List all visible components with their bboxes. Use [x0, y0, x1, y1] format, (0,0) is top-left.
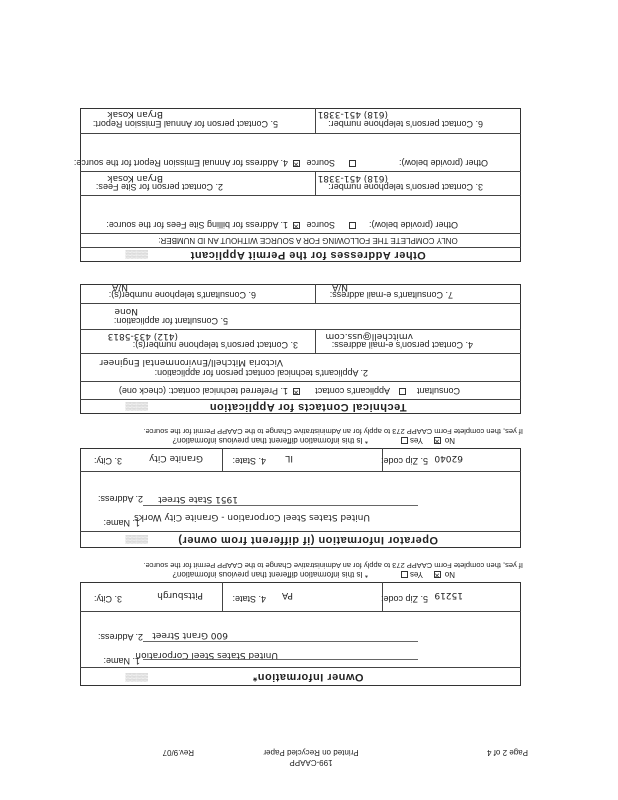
report-source-label: Source [306, 158, 335, 168]
applicant-contact-label: Applicant's contact [315, 386, 390, 396]
owner-address-label: 2. Address: [97, 632, 143, 642]
owner-question: * Is this information different than previous information? [172, 570, 368, 579]
scan-stamp: ▒▒▒▒ [125, 535, 148, 544]
operator-address-value: 1951 State Street [158, 494, 238, 504]
other-title: Other Addresses for the Permit Applicant [190, 249, 426, 261]
technical-q3-label: 3. Contact person's telephone number(s): [132, 340, 298, 350]
operator-yes-checkbox[interactable] [401, 437, 408, 444]
technical-q6-label: 6. Consultant's telephone number(s): [108, 290, 256, 300]
owner-no-label: No [444, 570, 455, 579]
technical-q2-label: 2. Applicant's technical contact person for application: [154, 368, 368, 378]
owner-city-label: 3. City: [93, 594, 122, 604]
other-q3-label: 3. Contact person's telephone number: [328, 182, 483, 192]
technical-q4-label: 4. Contact person's e-mail address: [331, 340, 473, 350]
billing-source-label: Source [306, 220, 335, 230]
operator-address-label: 2. Address: [97, 494, 143, 504]
operator-title: Operator Information (if different from owner) [177, 534, 438, 546]
other-q2-value: Bryan Kosak [107, 173, 163, 183]
operator-zip-value: 62040 [434, 453, 463, 463]
scan-stamp: ▒▒▒▒ [125, 250, 148, 259]
operator-note: If yes, then complete Form CAAPP 273 to apply for an Administrative Change to the CAAPP Permit for the source. [143, 427, 523, 436]
report-other-checkbox[interactable] [349, 160, 356, 167]
operator-zip-label: 5. Zip code: [380, 456, 428, 466]
other-q3-value: (618) 451-3381 [317, 173, 388, 183]
owner-yes-label: Yes [409, 570, 423, 579]
technical-q1-label: 1. Preferred technical contact: (check one) [118, 386, 288, 396]
operator-name-label: 1. Name: [103, 518, 140, 528]
technical-q5-value: None [114, 306, 138, 316]
technical-q7-value: N/A [332, 282, 348, 292]
operator-state-label: 4. State: [232, 456, 266, 466]
scan-stamp: ▒▒▒▒ [125, 673, 148, 682]
footer-form-code: 199-CAAPP [289, 758, 333, 767]
technical-q3-value: (412) 433-5813 [107, 331, 178, 341]
owner-city-value: Pittsburgh [157, 590, 203, 600]
consultant-label: Consultant [416, 386, 460, 396]
report-other-label: Other (provide below): [398, 158, 488, 168]
billing-other-checkbox[interactable] [349, 222, 356, 229]
owner-yes-checkbox[interactable] [401, 571, 408, 578]
billing-source-checkbox[interactable]: ✕ [293, 222, 299, 229]
footer-page: Page 2 of 4 [487, 748, 528, 757]
owner-no-checkbox[interactable]: ✕ [434, 571, 440, 578]
footer-printed: Printed on Recycled Paper [263, 748, 359, 757]
operator-city-value: Granite City [149, 453, 203, 463]
owner-note: If yes, then complete Form CAAPP 273 to apply for an Administrative Change to the CAAPP Permit for the source. [143, 561, 523, 570]
operator-state-value: IL [285, 453, 293, 463]
other-q6-label: 6. Contact person's telephone number: [328, 119, 483, 129]
other-q6-value: (618) 451-3381 [317, 109, 388, 119]
applicant-contact-checkbox[interactable]: ✕ [293, 388, 299, 395]
other-q5-label: 5. Contact person for Annual Emission Report: [92, 119, 278, 129]
operator-yes-label: Yes [409, 436, 423, 445]
owner-zip-value: 15219 [434, 590, 463, 600]
owner-state-label: 4. State: [232, 594, 266, 604]
scan-stamp: ▒▒▒▒ [125, 402, 148, 411]
owner-address-value: 600 Grant Street [152, 630, 228, 640]
technical-q6-value: N/A [112, 282, 128, 292]
operator-city-label: 3. City: [93, 456, 122, 466]
other-q4-label: 4. Address for Annual Emission Report for the source: [73, 158, 288, 168]
other-instruction: ONLY COMPLETE THE FOLLOWING FOR A SOURCE WITHOUT AN ID NUMBER: [158, 236, 458, 245]
consultant-checkbox[interactable] [399, 388, 406, 395]
operator-question: * Is this information different than previous information? [172, 436, 368, 445]
technical-q5-label: 5. Consultant for application: [113, 316, 228, 326]
operator-name-value: United States Steel Corporation - Granite City Works [134, 512, 370, 522]
report-source-checkbox[interactable]: ✕ [293, 160, 299, 167]
technical-q2-value: Victoria Mitchell/Environmental Engineer [99, 357, 283, 367]
technical-q4-value: vmitchell@uss.com [325, 331, 413, 341]
owner-name-label: 1. Name: [103, 656, 140, 666]
footer-revision: Rev.9/07 [162, 748, 194, 757]
billing-other-label: Other (provide below): [368, 220, 458, 230]
other-q2-label: 2. Contact person for Site Fees: [95, 182, 223, 192]
owner-zip-label: 5. Zip code: [380, 594, 428, 604]
operator-no-label: No [444, 436, 455, 445]
technical-q7-label: 7. Consultant's e-mail address: [329, 290, 453, 300]
operator-no-checkbox[interactable]: ✕ [434, 437, 440, 444]
owner-state-value: PA [281, 590, 293, 600]
other-q5-value: Bryan Kosak [107, 109, 163, 119]
operator-section [80, 448, 521, 548]
technical-title: Technical Contacts for Application [209, 401, 407, 413]
owner-title: Owner Information* [252, 671, 364, 683]
other-q1-label: 1. Address for billing Site Fees for the source: [106, 220, 288, 230]
owner-name-value: United States Steel Corporation [135, 650, 278, 660]
